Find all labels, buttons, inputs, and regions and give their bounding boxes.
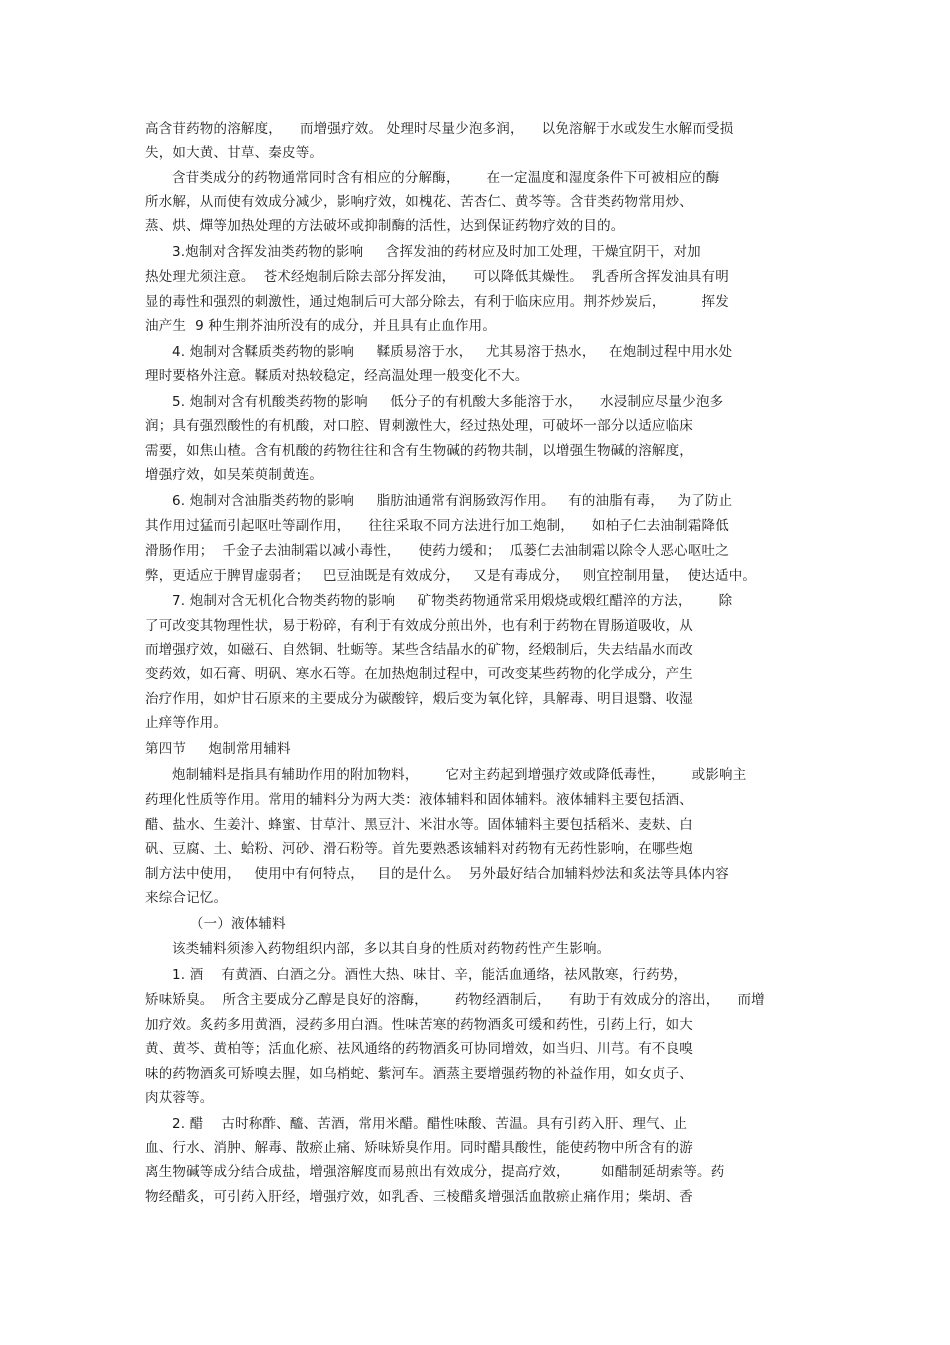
text-line: 止痒等作用。 [145, 715, 228, 731]
subsection-heading: （一）液体辅料 [145, 916, 286, 932]
text-line: 7. 炮制对含无机化合物类药物的影响 矿物类药物通常采用煅烧或煅红醋淬的方法， 除 [145, 593, 733, 609]
text-line: 油产生 9 种生荆芥油所没有的成分，并且具有止血作用。 [145, 318, 497, 334]
text-line: 该类辅料须渗入药物组织内部，多以其自身的性质对药物药性产生影响。 [145, 941, 611, 957]
text-line: 需要，如焦山楂。含有机酸的药物往往和含有生物碱的药物共制，以增强生物碱的溶解度， [145, 443, 693, 459]
text-line: 增强疗效，如吴茱萸制黄连。 [145, 467, 324, 483]
text-line: 理时要格外注意。鞣质对热较稳定，经高温处理一般变化不大。 [145, 368, 529, 384]
text-line: 2. 醋 古时称酢、醯、苦酒，常用米醋。醋性味酸、苦温。具有引药入肝、理气、止 [145, 1116, 688, 1132]
text-line: 5. 炮制对含有机酸类药物的影响 低分子的有机酸大多能溶于水， 水浸制应尽量少泡多 [145, 394, 724, 410]
text-line: 而增强疗效，如磁石、自然铜、牡蛎等。某些含结晶水的矿物，经煅制后，失去结晶水而改 [145, 642, 693, 658]
text-line: 3.炮制对含挥发油类药物的影响 含挥发油的药材应及时加工处理，干燥宜阴干，对加 [145, 244, 701, 260]
text-line: 蒸、烘、燀等加热处理的方法破坏或抑制酶的活性，达到保证药物疗效的目的。 [145, 218, 625, 234]
text-line: 弊，更适应于脾胃虚弱者； 巴豆油既是有效成分， 又是有毒成分， 则宜控制用量， 使达适中。 [145, 568, 757, 584]
text-line: 高含苷药物的溶解度， 而增强疗效。 处理时尽量少泡多润， 以免溶解于水或发生水解而受损 [145, 121, 734, 137]
text-line: 热处理尤须注意。 苍术经炮制后除去部分挥发油， 可以降低其燥性。 乳香所含挥发油具有明 [145, 269, 729, 285]
text-line: 1. 酒 有黄酒、白酒之分。酒性大热、味甘、辛，能活血通络，祛风散寒，行药势， [145, 967, 688, 983]
text-line: 黄、黄芩、黄柏等；活血化瘀、祛风通络的药物酒炙可协同增效，如当归、川芎。有不良嗅 [145, 1041, 693, 1057]
text-line: 了可改变其物理性状，易于粉碎，有利于有效成分煎出外，也有利于药物在胃肠道吸收，从 [145, 618, 693, 634]
text-line: 矫味矫臭。 所含主要成分乙醇是良好的溶酶， 药物经酒制后， 有助于有效成分的溶出， 而增 [145, 992, 765, 1008]
text-line: 物经醋炙，可引药入肝经，增强疗效，如乳香、三棱醋炙增强活血散瘀止痛作用；柴胡、香 [145, 1189, 693, 1205]
text-line: 炮制辅料是指具有辅助作用的附加物料， 它对主药起到增强疗效或降低毒性， 或影响主 [145, 767, 747, 783]
text-line: 变药效，如石膏、明矾、寒水石等。在加热炮制过程中，可改变某些药物的化学成分，产生 [145, 666, 693, 682]
text-line: 离生物碱等成分结合成盐，增强溶解度而易煎出有效成分，提高疗效， 如醋制延胡索等。药 [145, 1164, 725, 1180]
text-line: 滑肠作用； 千金子去油制霜以减小毒性， 使药力缓和； 瓜蒌仁去油制霜以除令人恶心呕吐之 [145, 543, 729, 559]
text-line: 6. 炮制对含油脂类药物的影响 脂肪油通常有润肠致泻作用。 有的油脂有毒， 为了防止 [145, 493, 733, 509]
section-heading: 第四节 炮制常用辅料 [145, 741, 291, 757]
text-line: 4. 炮制对含鞣质类药物的影响 鞣质易溶于水， 尤其易溶于热水， 在炮制过程中用水处 [145, 344, 733, 360]
text-line: 味的药物酒炙可矫嗅去腥，如乌梢蛇、紫河车。酒蒸主要增强药物的补益作用，如女贞子、 [145, 1066, 693, 1082]
text-line: 醋、盐水、生姜汁、蜂蜜、甘草汁、黑豆汁、米泔水等。固体辅料主要包括稻米、麦麸、白 [145, 817, 693, 833]
text-line: 加疗效。炙药多用黄酒，浸药多用白酒。性味苦寒的药物酒炙可缓和药性，引药上行，如大 [145, 1017, 693, 1033]
text-line: 润；具有强烈酸性的有机酸，对口腔、胃刺激性大，经过热处理，可破坏一部分以适应临床 [145, 418, 693, 434]
text-line: 药理化性质等作用。常用的辅料分为两大类：液体辅料和固体辅料。液体辅料主要包括酒、 [145, 792, 693, 808]
text-line: 来综合记忆。 [145, 890, 228, 906]
text-line: 血、行水、消肿、解毒、散瘀止痛、矫味矫臭作用。同时醋具酸性，能使药物中所含有的游 [145, 1140, 693, 1156]
text-line: 制方法中使用， 使用中有何特点， 目的是什么。 另外最好结合加辅料炒法和炙法等具体内容 [145, 866, 729, 882]
text-line: 肉苁蓉等。 [145, 1090, 214, 1106]
text-line: 显的毒性和强烈的刺激性，通过炮制后可大部分除去，有利于临床应用。荆芥炒炭后， 挥发 [145, 294, 729, 310]
text-line: 矾、豆腐、土、蛤粉、河砂、滑石粉等。首先要熟悉该辅料对药物有无药性影响，在哪些炮 [145, 841, 693, 857]
text-line: 失，如大黄、甘草、秦皮等。 [145, 145, 324, 161]
text-line: 治疗作用，如炉甘石原来的主要成分为碳酸锌，煅后变为氧化锌，具解毒、明目退翳、收湿 [145, 691, 693, 707]
text-line: 所水解，从而使有效成分减少，影响疗效，如槐花、苦杏仁、黄芩等。含苷类药物常用炒、 [145, 194, 693, 210]
text-line: 其作用过猛而引起呕吐等副作用， 往往采取不同方法进行加工炮制， 如柏子仁去油制霜降低 [145, 518, 729, 534]
text-line: 含苷类成分的药物通常同时含有相应的分解酶， 在一定温度和湿度条件下可被相应的酶 [145, 170, 720, 186]
